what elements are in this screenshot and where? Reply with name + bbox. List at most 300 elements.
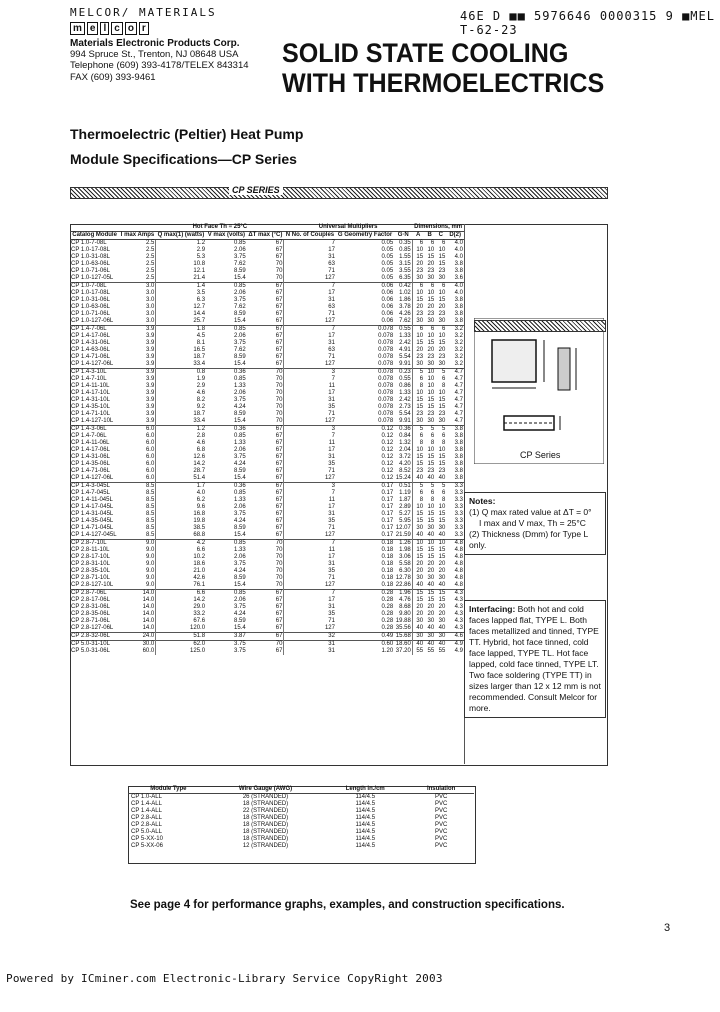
spec-cell: 15 <box>438 261 446 267</box>
wire-cell: 114/4.5 <box>355 829 376 835</box>
spec-cell: 40 <box>435 641 446 649</box>
spec-column-header: Catalog Module <box>70 232 119 240</box>
spec-cell: 10 <box>438 290 446 296</box>
spec-cell: 20 <box>438 604 446 610</box>
spec-cell: 7.62 <box>234 347 246 353</box>
notes-title: Notes: <box>469 496 496 506</box>
spec-table <box>70 224 464 655</box>
spec-cell: 3.2 <box>454 354 463 360</box>
spec-cell: 30 <box>427 361 435 367</box>
spec-cell: 9.2 <box>156 404 206 411</box>
spec-cell: 9.0 <box>145 547 155 553</box>
spec-cell: 15.4 <box>234 532 246 538</box>
spec-column-header: B <box>424 232 435 240</box>
spec-cell: 0.12 <box>381 433 394 439</box>
spec-cell: 3.2 <box>454 361 463 367</box>
spec-cell: 71 <box>284 525 336 532</box>
spec-cell: 4.0 <box>446 283 464 291</box>
spec-cell: 3.15 <box>399 261 411 267</box>
spec-cell: 42.6 <box>156 575 206 582</box>
wire-row <box>128 843 474 850</box>
spec-cell: 0.42 <box>394 283 412 291</box>
footer-credit: Powered by ICminer.com Electronic-Library Service CopyRight 2003 <box>6 972 443 985</box>
spec-cell: 8.59 <box>234 311 246 317</box>
spec-cell: 23 <box>438 468 446 474</box>
spec-cell: 2.5 <box>145 275 155 281</box>
spec-cell: 14.0 <box>142 597 155 603</box>
spec-cell: 67 <box>275 461 283 467</box>
spec-row <box>70 275 464 283</box>
spec-cell: 127 <box>284 532 336 540</box>
spec-row <box>70 340 464 347</box>
spec-cell: 6.6 <box>156 590 206 598</box>
spec-cell: 30 <box>412 633 424 641</box>
spec-cell: 3.3 <box>454 518 463 524</box>
logo-letter: r <box>139 22 149 35</box>
spec-cell-module: CP 1.4-127-10L <box>71 418 114 424</box>
spec-cell: 2.73 <box>399 404 411 410</box>
spec-row <box>70 404 464 411</box>
spec-cell: 10 <box>424 540 435 548</box>
spec-cell: 15 <box>438 297 446 303</box>
spec-cell: 4.3 <box>454 597 463 603</box>
spec-cell: 6 <box>412 240 424 248</box>
spec-row <box>70 468 464 475</box>
spec-cell: 35.56 <box>395 625 411 631</box>
spec-cell: 4.7 <box>454 411 463 417</box>
wire-cell: 114/4.5 <box>355 815 376 821</box>
spec-cell: 12.1 <box>156 268 206 275</box>
wire-cell: 114/4.5 <box>355 822 376 828</box>
spec-cell: 30 <box>412 575 424 582</box>
spec-cell-module: CP 1.4-17-10L <box>71 390 110 396</box>
spec-cell: 31 <box>284 454 336 461</box>
spec-cell: 3.2 <box>446 326 464 334</box>
spec-row <box>70 261 464 268</box>
spec-cell: 71 <box>284 311 336 318</box>
spec-cell: 30 <box>435 633 446 641</box>
spec-row <box>70 268 464 275</box>
spec-row <box>70 326 464 334</box>
spec-cell: 71 <box>284 575 336 582</box>
header-top-left: MELCOR/ MATERIALS <box>70 6 217 19</box>
spec-cell: 127 <box>284 275 336 283</box>
spec-cell: 7.62 <box>234 304 246 310</box>
spec-cell: 20 <box>427 604 435 610</box>
spec-cell: 8.5 <box>145 525 155 531</box>
spec-cell: 3.75 <box>234 340 246 346</box>
spec-row <box>70 641 464 649</box>
spec-cell: 40 <box>427 582 435 588</box>
spec-cell: 40 <box>412 532 424 540</box>
spec-row <box>70 333 464 340</box>
interfacing-text: Both hot and cold faces lapped flat, TYPE L. Both faces metallized and tinned, TYPE TT. Hybrid, hot face tinned, cold face lapped, TYPE TL. Hot face lapped, cold face tinned, TYPE LT. Two face soldering (TYPE TT) in sizes larger than 12 x 12 mm is not recommended. Consult Melcor for more. <box>469 604 601 713</box>
spec-cell: 0.05 <box>381 261 394 267</box>
spec-cell: 3.3 <box>454 511 463 517</box>
spec-cell: 14.0 <box>119 590 156 598</box>
spec-cell: 71 <box>284 468 336 475</box>
wire-cell: 114/4.5 <box>355 843 376 849</box>
spec-cell: 4.24 <box>234 611 246 617</box>
spec-row <box>70 433 464 440</box>
subtitle-line-2: Module Specifications—CP Series <box>70 151 297 167</box>
spec-cell: 11 <box>284 383 336 390</box>
spec-cell: 4.24 <box>234 568 246 574</box>
spec-cell-module: CP 1.4-3-045L <box>70 483 119 491</box>
spec-cell: 0.18 <box>381 568 394 574</box>
spec-cell: 4.3 <box>454 625 463 631</box>
spec-cell: 0.06 <box>381 304 394 310</box>
spec-cell: 67 <box>275 497 283 503</box>
spec-cell: 9.0 <box>145 561 155 567</box>
wire-column-header: Wire Gauge (AWG) <box>209 786 322 794</box>
spec-cell: 6 <box>435 326 446 334</box>
spec-cell: 10 <box>412 247 424 254</box>
interfacing-label: Interfacing: <box>469 604 516 614</box>
spec-cell: 2.5 <box>145 261 155 267</box>
spec-cell: 18.7 <box>156 411 206 418</box>
spec-cell: 0.17 <box>381 525 394 531</box>
spec-row <box>70 454 464 461</box>
spec-cell: 8.59 <box>234 354 246 360</box>
spec-cell: 9.0 <box>119 540 156 548</box>
spec-cell: 37.20 <box>395 648 411 654</box>
spec-column-header: G Geometry Factor <box>337 232 393 238</box>
spec-cell: 8 <box>412 497 424 504</box>
spec-cell: 15 <box>427 597 435 603</box>
spec-cell: 4.6 <box>156 440 206 447</box>
spec-cell: 40 <box>412 475 424 483</box>
spec-cell: 1.87 <box>399 497 411 503</box>
spec-cell: 3.2 <box>454 340 463 346</box>
spec-cell: 67 <box>247 326 284 334</box>
spec-cell: 71 <box>284 354 336 361</box>
spec-cell: 4.91 <box>399 347 411 353</box>
spec-cell: 70 <box>275 575 283 581</box>
spec-cell: 20 <box>412 347 424 354</box>
spec-cell: 10.2 <box>156 554 206 561</box>
spec-cell: 3.9 <box>145 376 155 382</box>
spec-cell: 6.3 <box>156 297 206 304</box>
spec-cell: 4.7 <box>454 376 463 382</box>
melcor-logo <box>70 22 149 35</box>
wire-cell-module: CP 1.4-ALL <box>131 801 162 807</box>
company-telephone: Telephone (609) 393-4178/TELEX 843314 <box>70 60 249 72</box>
spec-cell: 20 <box>427 561 435 567</box>
spec-cell: 14.0 <box>142 625 155 631</box>
spec-cell-module: CP 1.4-35-10L <box>71 404 110 410</box>
spec-cell-module: CP 1.4-31-06L <box>71 454 110 460</box>
spec-cell: 15 <box>412 254 424 261</box>
spec-column-header: ΔT max (°C) <box>248 232 283 238</box>
spec-row <box>70 383 464 390</box>
spec-cell: 6 <box>412 376 424 383</box>
spec-cell: 3.9 <box>145 383 155 389</box>
spec-cell: 1.33 <box>234 440 246 446</box>
spec-cell: 70 <box>275 376 283 382</box>
spec-row <box>70 648 464 655</box>
spec-cell: 17 <box>284 504 336 511</box>
company-block <box>70 38 249 83</box>
spec-cell: 67 <box>247 633 284 641</box>
spec-cell: 3.9 <box>145 418 155 424</box>
spec-cell: 0.078 <box>378 354 394 360</box>
spec-cell: 67 <box>247 283 284 291</box>
spec-cell: 0.55 <box>394 326 412 334</box>
spec-cell: 3.8 <box>454 461 463 467</box>
spec-cell: 7 <box>284 540 336 548</box>
spec-cell: 6.0 <box>145 447 155 453</box>
spec-cell: 0.12 <box>336 426 394 434</box>
spec-cell: 4.5 <box>156 333 206 340</box>
spec-cell: 23 <box>438 311 446 317</box>
spec-cell: 4.8 <box>454 547 463 553</box>
spec-cell: 2.06 <box>234 554 246 560</box>
spec-row <box>70 497 464 504</box>
spec-cell: 40 <box>438 582 446 588</box>
spec-cell: 67 <box>247 426 284 434</box>
spec-cell: 3.9 <box>145 333 155 339</box>
spec-cell: 8.1 <box>156 340 206 347</box>
wire-cell: 114/4.5 <box>355 836 376 842</box>
spec-cell: 6.0 <box>145 440 155 446</box>
spec-cell-module: CP 1.4-127-045L <box>71 532 117 538</box>
wire-row <box>128 794 474 802</box>
spec-row <box>70 575 464 582</box>
company-name: Materials Electronic Products Corp. <box>70 38 240 49</box>
spec-group-header-row <box>70 224 464 232</box>
spec-row <box>70 554 464 561</box>
spec-group-dimensions: Dimensions, mm <box>414 224 463 230</box>
spec-cell: 40 <box>412 625 424 633</box>
spec-cell: 10 <box>412 540 424 548</box>
spec-cell: 3.2 <box>454 333 463 339</box>
wire-row <box>128 808 474 815</box>
wire-cell: 26 (STRANDED) <box>242 794 289 800</box>
spec-cell: 10 <box>427 390 435 396</box>
spec-cell: 10 <box>427 383 435 389</box>
spec-cell: 3.72 <box>399 454 411 460</box>
spec-cell: 0.49 <box>336 633 394 641</box>
spec-cell-module: CP 1.4-63-06L <box>71 347 110 353</box>
spec-cell: 8.5 <box>145 518 155 524</box>
spec-cell: 15 <box>427 454 435 460</box>
wire-column-header-row <box>128 786 474 794</box>
spec-cell-module: CP 2.8-17-10L <box>71 554 110 560</box>
spec-cell: 15 <box>412 404 424 411</box>
spec-cell: 8.59 <box>234 411 246 417</box>
spec-cell: 62.0 <box>156 641 206 649</box>
module-dimension-drawing <box>474 318 604 464</box>
spec-cell: 0.05 <box>381 240 394 246</box>
spec-cell: 10 <box>427 504 435 510</box>
spec-cell: 31 <box>284 340 336 347</box>
spec-cell: 3.0 <box>145 297 155 303</box>
spec-cell: 0.17 <box>381 497 394 503</box>
spec-cell: 20 <box>438 611 446 617</box>
spec-cell: 9.91 <box>399 418 411 424</box>
spec-row <box>70 625 464 633</box>
spec-cell: 1.19 <box>399 490 411 496</box>
spec-cell: 17 <box>284 447 336 454</box>
spec-cell: 2.06 <box>234 290 246 296</box>
logo-letter: c <box>111 22 123 35</box>
spec-cell-module: CP 1.0-7-08L <box>70 283 119 291</box>
spec-cell: 63 <box>284 304 336 311</box>
spec-cell: 23 <box>427 311 435 317</box>
spec-cell: 0.17 <box>381 532 394 538</box>
spec-cell: 14.2 <box>156 597 206 604</box>
spec-cell: 8 <box>442 440 446 446</box>
spec-cell: 0.078 <box>378 361 394 367</box>
spec-cell: 15.4 <box>234 318 246 324</box>
wire-cell-module: CP 5-XX-06 <box>131 843 163 849</box>
spec-cell: 2.42 <box>399 340 411 346</box>
spec-cell: 0.078 <box>378 333 394 339</box>
spec-cell-module: CP 1.4-17-06L <box>71 333 110 339</box>
spec-cell: 1.33 <box>399 333 411 339</box>
spec-cell: 0.85 <box>206 326 247 334</box>
spec-cell: 67 <box>275 611 283 617</box>
spec-cell: 24.0 <box>119 633 156 641</box>
wire-cell: PVC <box>434 822 448 828</box>
spec-cell-module: CP 2.8-35-06L <box>71 611 110 617</box>
spec-cell: 67 <box>275 604 283 610</box>
spec-cell: 6 <box>435 283 446 291</box>
spec-cell: 70 <box>275 411 283 417</box>
spec-cell: 12.78 <box>395 575 411 581</box>
spec-cell: 0.05 <box>381 275 394 281</box>
spec-cell: 67 <box>275 340 283 346</box>
spec-cell: 21.59 <box>395 532 411 538</box>
spec-cell: 0.85 <box>399 247 411 253</box>
spec-cell: 67 <box>275 433 283 439</box>
spec-cell: 10 <box>427 376 435 382</box>
spec-cell: 19.88 <box>395 618 411 624</box>
wire-cell: PVC <box>434 801 448 807</box>
spec-cell: 15 <box>412 590 424 598</box>
spec-row <box>70 411 464 418</box>
spec-cell: 6 <box>442 433 446 439</box>
spec-cell: 67 <box>275 290 283 296</box>
spec-cell: 7 <box>284 283 336 291</box>
spec-cell: 3.8 <box>454 447 463 453</box>
spec-cell: 20 <box>438 304 446 310</box>
wire-cell: 22 (STRANDED) <box>242 808 289 814</box>
spec-cell: 10 <box>412 504 424 511</box>
spec-cell: 70 <box>247 641 284 649</box>
spec-cell: 120.0 <box>156 625 206 633</box>
section-subtitle <box>70 122 303 172</box>
spec-cell-module: CP 1.4-11-10L <box>71 383 110 389</box>
spec-cell: 30 <box>438 575 446 581</box>
spec-cell: 5.54 <box>399 411 411 417</box>
spec-cell: 3.3 <box>446 483 464 491</box>
spec-cell: 4.0 <box>156 490 206 497</box>
spec-cell: 67 <box>275 468 283 474</box>
spec-cell: 6.6 <box>156 547 206 554</box>
spec-cell: 1.9 <box>156 376 206 383</box>
spec-cell: 3.8 <box>454 297 463 303</box>
spec-cell: 6 <box>412 326 424 334</box>
spec-cell: 3 <box>284 369 336 377</box>
spec-row <box>70 297 464 304</box>
spec-cell: 0.17 <box>381 490 394 496</box>
spec-cell: 0.06 <box>381 311 394 317</box>
spec-cell-module: CP 2.8-31-06L <box>71 604 110 610</box>
spec-cell: 30 <box>412 618 424 625</box>
wire-cell-module: CP 5-XX-10 <box>131 836 163 842</box>
spec-cell: 3.0 <box>119 283 156 291</box>
spec-cell: 70 <box>275 568 283 574</box>
spec-cell: 6 <box>430 240 435 246</box>
spec-cell: 33.4 <box>156 361 206 369</box>
spec-cell: 20 <box>412 261 424 268</box>
spec-cell: 1.33 <box>234 497 246 503</box>
spec-cell: 127 <box>284 475 336 483</box>
spec-cell: 14.0 <box>142 618 155 624</box>
spec-cell: 11 <box>284 440 336 447</box>
spec-cell: 30 <box>438 275 446 281</box>
spec-cell: 4.3 <box>454 618 463 624</box>
spec-cell: 7 <box>284 240 336 248</box>
spec-cell-module: CP 1.4-17-045L <box>71 504 114 510</box>
wire-cell-module: CP 5.0-ALL <box>131 829 162 835</box>
spec-cell-module: CP 1.4-127-06L <box>71 475 114 481</box>
spec-cell: 55 <box>427 648 435 654</box>
spec-cell: 10 <box>438 390 446 396</box>
spec-cell: 4.9 <box>454 648 463 654</box>
spec-cell: 5.54 <box>399 354 411 360</box>
spec-cell-module: CP 1.4-3-06L <box>70 426 119 434</box>
spec-cell: 0.36 <box>206 426 247 434</box>
spec-row <box>70 440 464 447</box>
spec-cell: 0.17 <box>381 518 394 524</box>
spec-cell: 3.0 <box>145 304 155 310</box>
spec-cell: 70 <box>275 404 283 410</box>
spec-cell: 31 <box>284 604 336 611</box>
spec-cell-module: CP 1.0-63-06L <box>71 304 110 310</box>
spec-cell: 35 <box>284 518 336 525</box>
wire-cell: 18 (STRANDED) <box>242 829 289 835</box>
logo-letter: m <box>70 22 85 35</box>
spec-cell: 4.20 <box>399 461 411 467</box>
spec-cell: 5 <box>424 426 435 434</box>
spec-cell: 0.078 <box>378 347 394 353</box>
spec-cell: 15 <box>438 547 446 553</box>
spec-cell: 70 <box>275 390 283 396</box>
wire-column-header: Length in./cm <box>322 786 408 794</box>
spec-cell: 7 <box>284 376 336 383</box>
spec-cell: 67 <box>275 597 283 603</box>
spec-cell: 67 <box>275 361 283 367</box>
spec-cell: 67 <box>275 532 283 538</box>
spec-cell: 15 <box>427 518 435 524</box>
spec-cell: 15.4 <box>234 361 246 367</box>
spec-row <box>70 290 464 297</box>
spec-row <box>70 504 464 511</box>
spec-cell: 0.078 <box>378 397 394 403</box>
spec-cell: 4.24 <box>234 404 246 410</box>
spec-row <box>70 426 464 434</box>
spec-table-body <box>70 240 464 656</box>
spec-cell: 15 <box>412 518 424 525</box>
spec-cell: 8.59 <box>234 575 246 581</box>
spec-cell: 0.51 <box>394 483 412 491</box>
spec-cell: 67 <box>247 483 284 491</box>
spec-cell: 4.7 <box>454 404 463 410</box>
spec-cell: 40 <box>427 532 435 538</box>
